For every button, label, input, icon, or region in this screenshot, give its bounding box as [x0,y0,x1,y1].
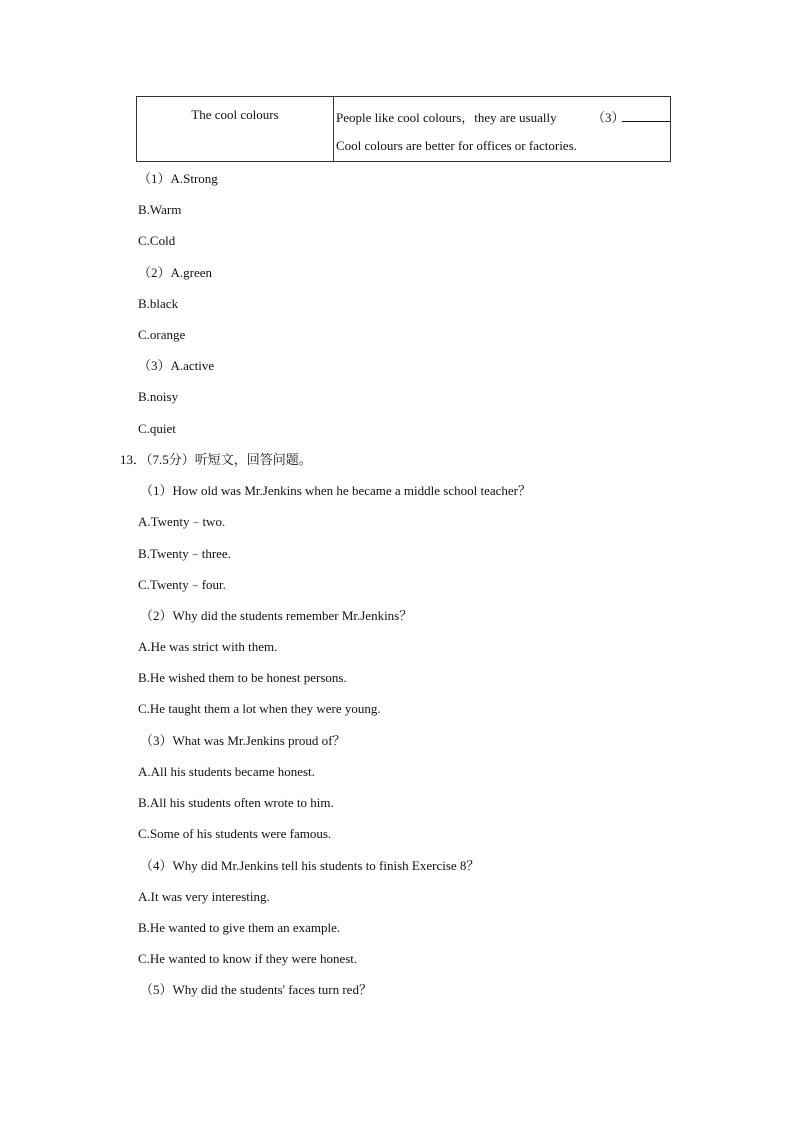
q13-sub4-option-a: A.It was very interesting. [138,889,270,904]
q12-sub3-option-c: C.quiet [138,421,176,436]
q12-sub2-option-b: B.black [138,296,179,311]
table-blank-number: （3） [592,110,625,125]
q13-sub1-question: （1）How old was Mr.Jenkins when he became a middle school teacher？ [140,483,531,498]
q12-sub3-option-a: （3）A.active [138,358,215,373]
q13-sub2-option-a: A.He was strict with them. [138,639,278,654]
q13-sub2-option-b: B.He wished them to be honest persons. [138,670,347,685]
q12-sub2-option-c: C.orange [138,327,186,342]
table-right-cell [334,97,671,162]
q13-sub5-question: （5）Why did the students' faces turn red？ [140,982,372,997]
q12-sub1-option-a: （1）A.Strong [138,171,218,186]
q13-sub1-option-c: C.Twenty﹣four. [138,577,226,592]
q13-header: 13．（7.5分）听短文，回答问题。 [120,452,312,467]
q13-sub3-question: （3）What was Mr.Jenkins proud of？ [140,733,346,748]
table-left-cell [137,97,334,162]
q13-sub3-option-c: C.Some of his students were famous. [138,826,332,841]
q13-sub4-option-c: C.He wanted to know if they were honest. [138,951,358,966]
table-right-line1: People like cool colours，they are usually [336,110,557,125]
q12-sub3-option-b: B.noisy [138,389,179,404]
q13-sub2-question: （2）Why did the students remember Mr.Jenkins？ [140,608,413,623]
q13-sub4-question: （4）Why did Mr.Jenkins tell his students to finish Exercise 8？ [140,858,480,873]
answer-table [136,96,671,162]
q13-sub3-option-a: A.All his students became honest. [138,764,315,779]
q13-sub4-option-b: B.He wanted to give them an example. [138,920,341,935]
table-blank-underline [622,121,670,122]
q13-sub3-option-b: B.All his students often wrote to him. [138,795,334,810]
table-left-label: The cool colours [191,107,279,122]
q13-sub2-option-c: C.He taught them a lot when they were young. [138,701,381,716]
q13-sub1-option-a: A.Twenty﹣two. [138,514,226,529]
table-right-line2: Cool colours are better for offices or factories. [336,138,577,153]
q12-sub1-option-b: B.Warm [138,202,182,217]
q12-sub1-option-c: C.Cold [138,233,176,248]
q12-sub2-option-a: （2）A.green [138,265,213,280]
q13-sub1-option-b: B.Twenty﹣three. [138,546,231,561]
